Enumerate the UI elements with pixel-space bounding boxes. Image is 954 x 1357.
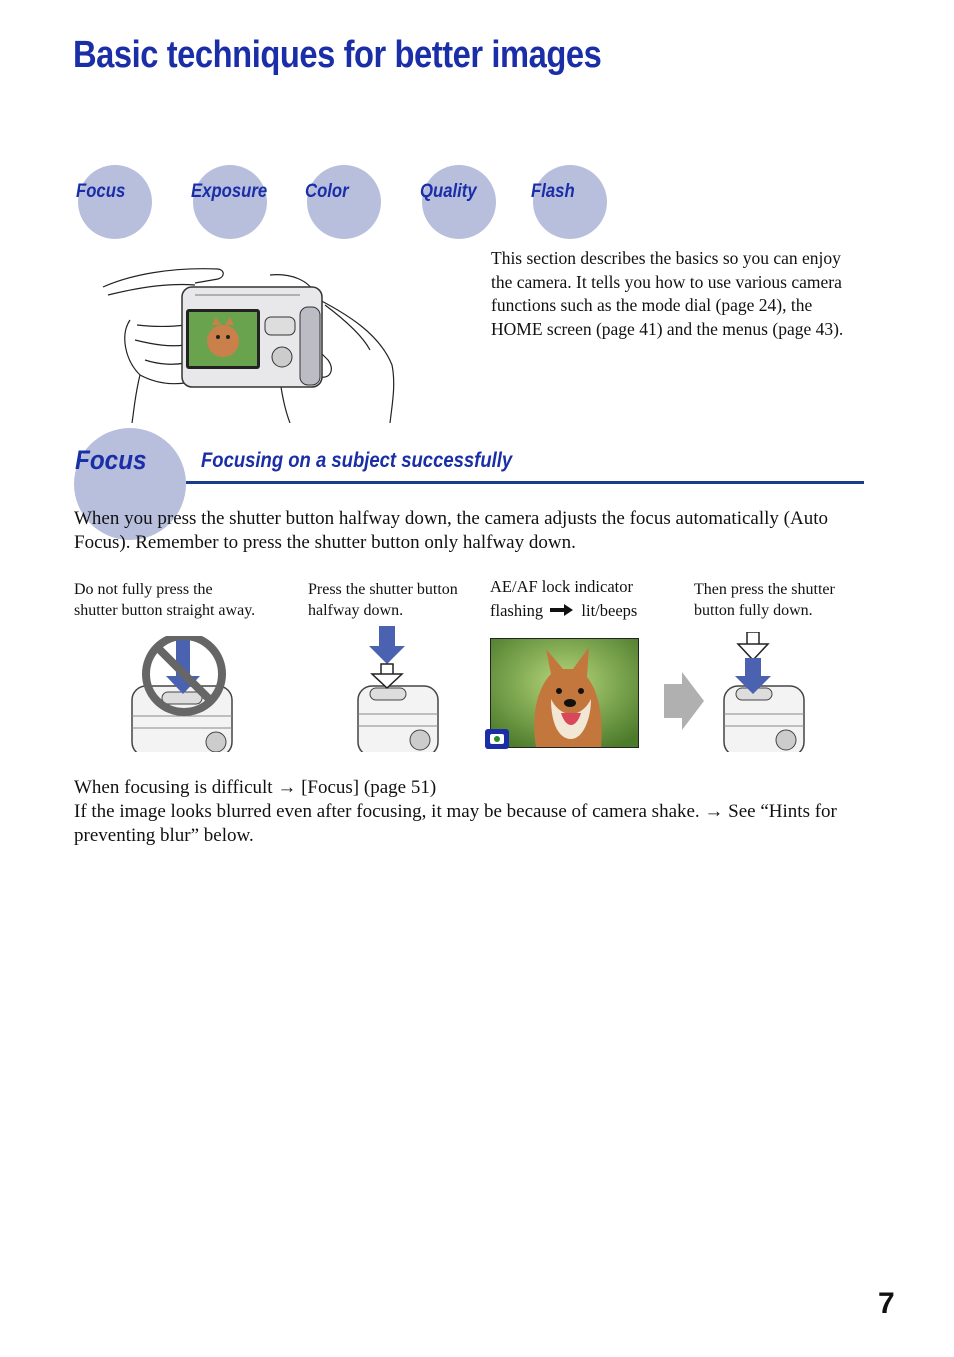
section-rule [186,481,864,484]
dog-photo [490,638,639,748]
caption-text: flashing [490,601,544,620]
caption-line: halfway down. [308,602,404,619]
page-number: 7 [878,1287,895,1320]
tab-label: Flash [531,181,575,202]
caption-line: shutter button straight away. [74,602,256,619]
tab-label: Exposure [191,181,268,202]
tips-text [74,776,874,848]
right-arrow-icon [662,670,706,732]
caption-line: AE/AF lock indicator [490,577,633,596]
caption-line: Then press the shutter [694,581,835,598]
step-caption-3 [490,575,637,623]
section-heading: Focus [75,445,147,475]
tab-flash[interactable] [531,165,607,239]
hands-camera-illustration [100,265,400,423]
step-caption-2 [308,579,458,621]
intro-text: This section describes the basics so you can enjoy the camera. It tells you how to use various camera functions such as the mode dial (page 24), the HOME screen (page 41) and the menus (page 43). [491,248,844,339]
af-indicator-icon [485,729,509,749]
tab-label: Quality [420,181,477,202]
caption-line: Do not fully press the [74,581,213,598]
section-subtitle: Focusing on a subject successfully [201,449,513,472]
step-image-no-full-press [130,636,236,752]
right-arrow-icon [549,603,575,617]
caption-line: Press the shutter button [308,581,458,598]
down-arrow-icon [369,626,405,664]
caption-line: button fully down. [694,602,813,619]
tab-color[interactable] [305,165,381,239]
caption-text: lit/beeps [581,601,638,620]
body-paragraph: When you press the shutter button halfway down, the camera adjusts the focus automatically (Auto Focus). Remember to press the shutter button only halfway down. [74,508,828,553]
tab-exposure[interactable] [191,165,267,239]
tab-focus[interactable] [76,165,152,239]
step-caption-4 [694,579,835,621]
caption-line [490,599,637,623]
tip-line: If the image looks blurred even after focusing, it may be because of camera shake. → See “Hints for preventing blur” below. [74,801,837,846]
tab-quality[interactable] [420,165,496,239]
step-image-half-press [356,626,440,752]
tab-label: Color [305,181,349,202]
tab-label: Focus [76,181,126,202]
tip-line: When focusing is difficult → [Focus] (page 51) [74,777,437,798]
page-title: Basic techniques for better images [73,34,602,76]
step-image-full-press [722,632,806,752]
step-caption-1 [74,579,255,621]
